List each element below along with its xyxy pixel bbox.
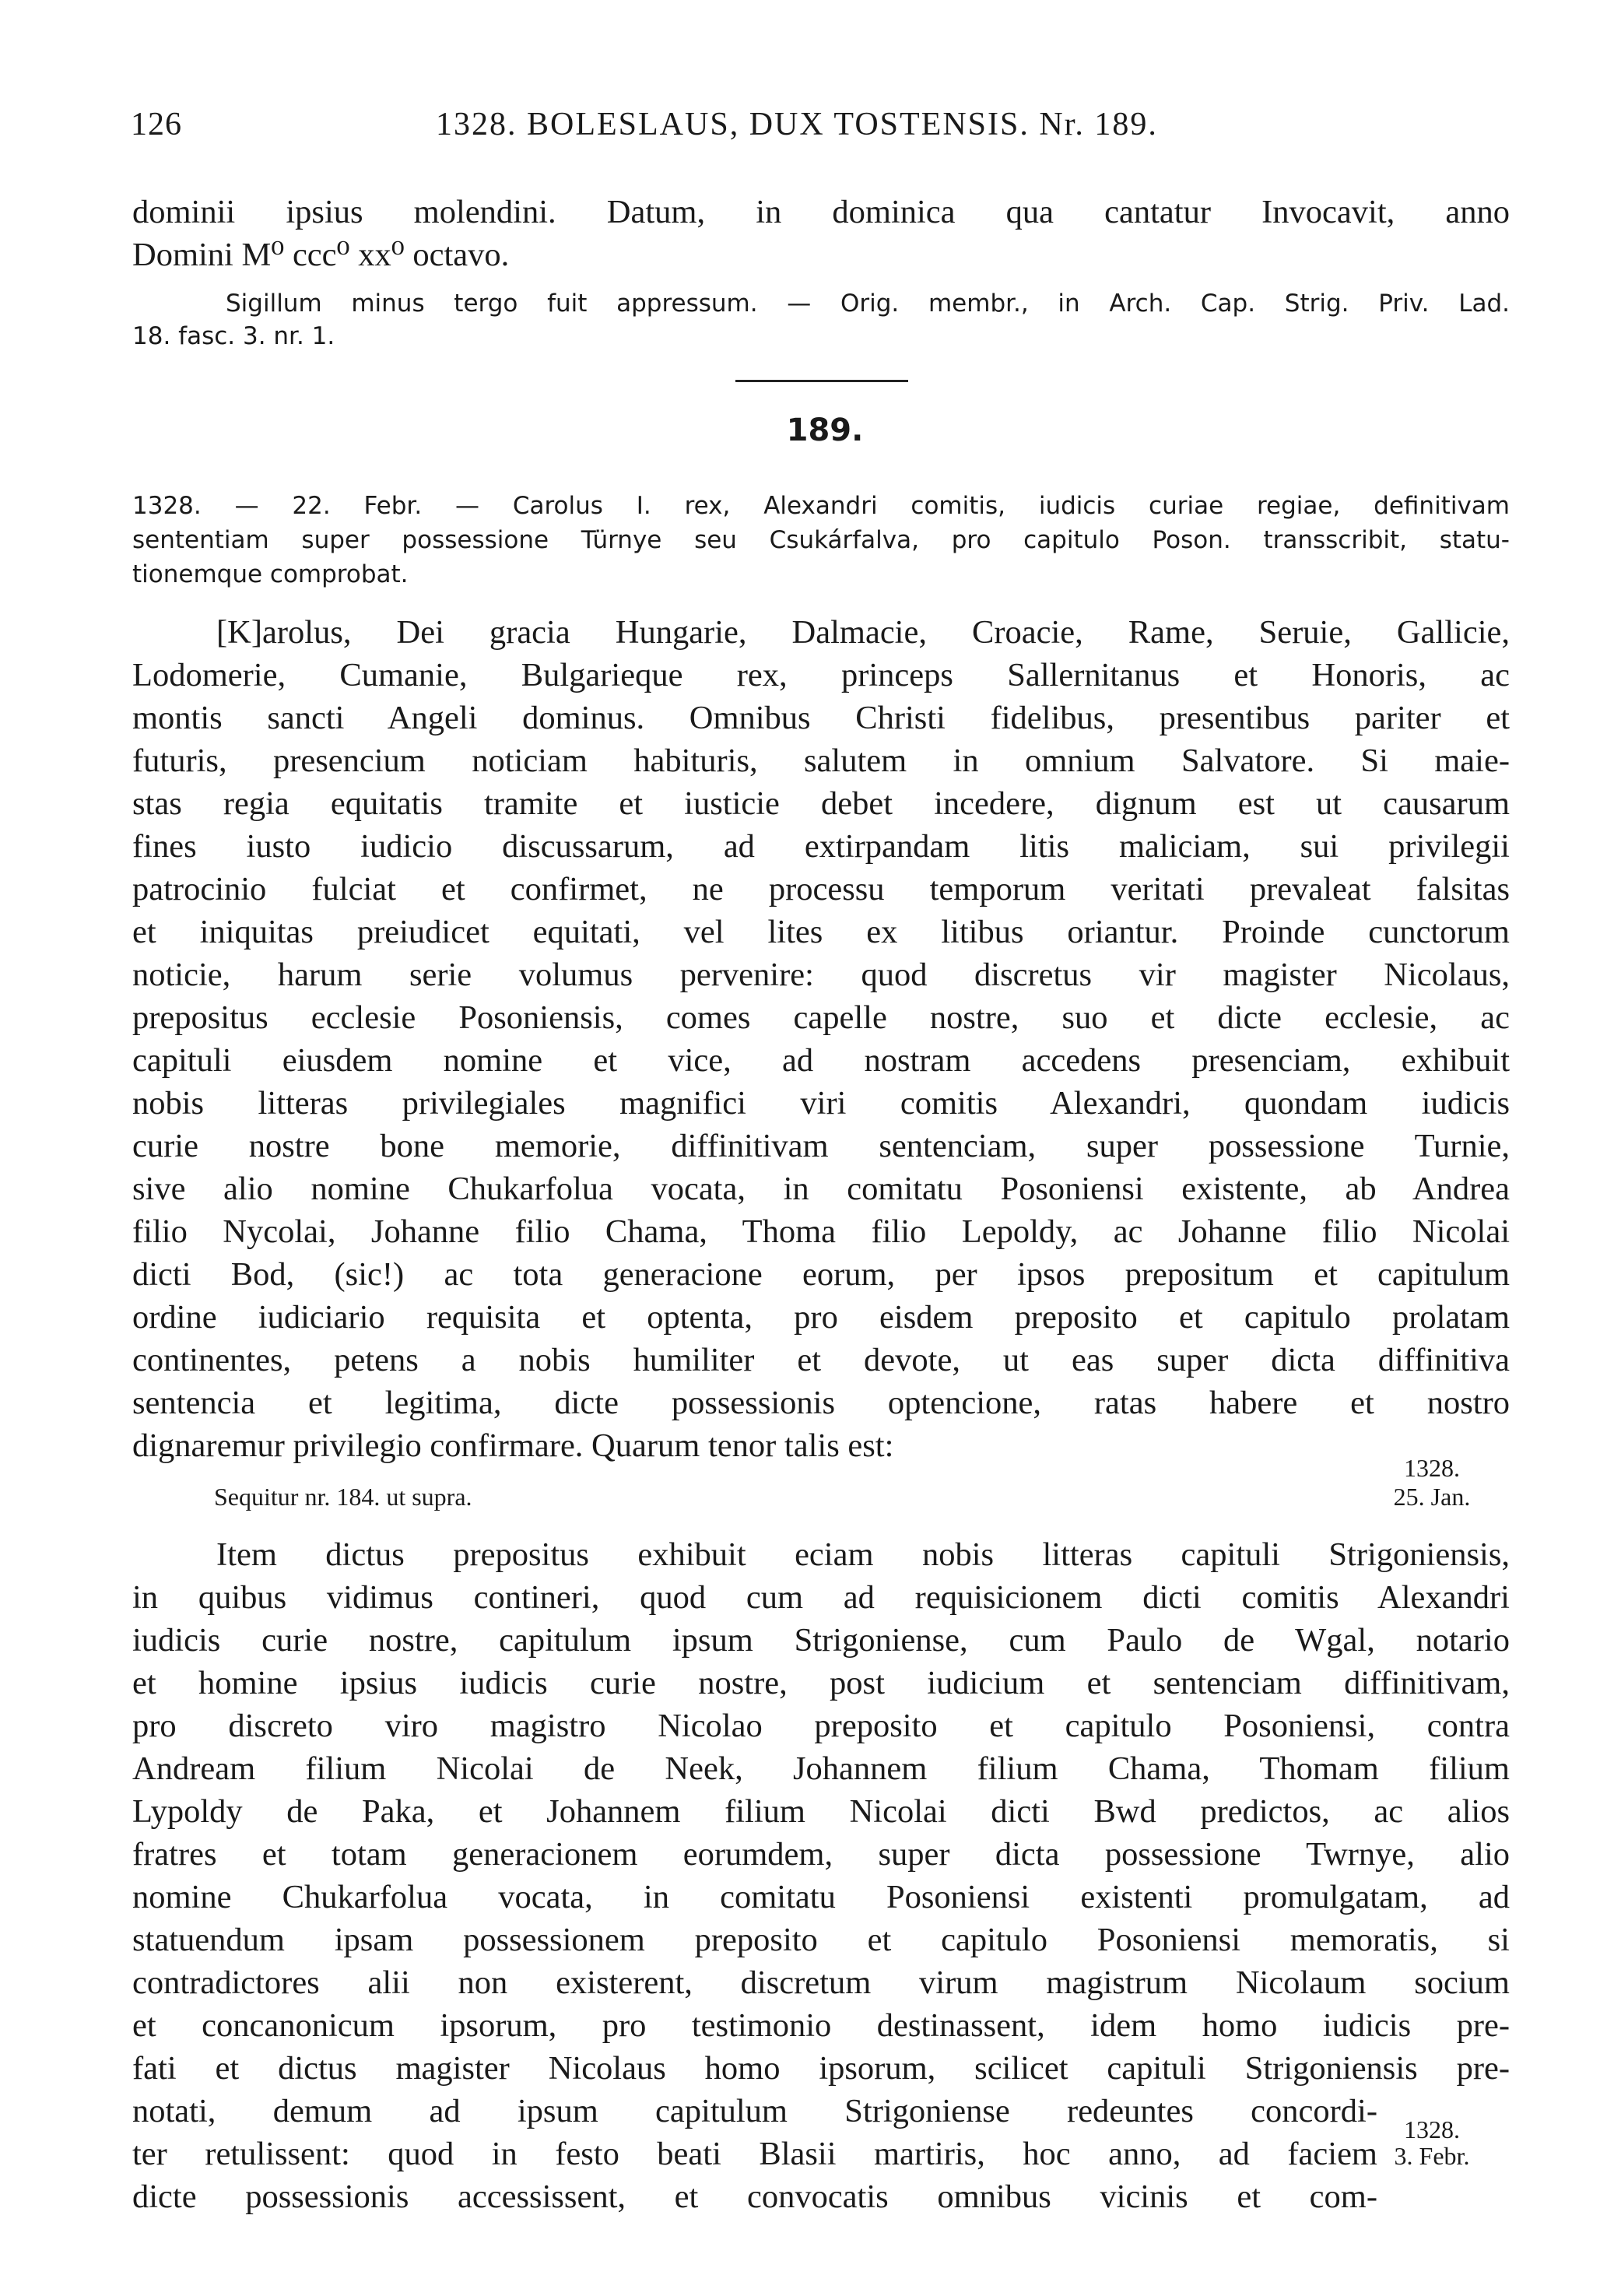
text-line: in quibus vidimus contineri, quod cum ad requisicionem dicti comitis Alexandri xyxy=(132,1579,1510,1616)
text-line: ter retulissent: quod in festo beati Blasii martiris, hoc anno, ad faciem xyxy=(132,2136,1377,2172)
document-number: 189. xyxy=(786,413,864,448)
regest-line: sententiam super possessione Türnye seu Csukárfalva, pro capitulo Poson. transscribit, statu- xyxy=(132,526,1510,554)
text-line: notati, demum ad ipsum capitulum Strigoniense redeuntes concordi- xyxy=(132,2093,1377,2129)
text-line: nobis litteras privilegiales magnifici viri comitis Alexandri, quondam iudicis xyxy=(132,1085,1510,1122)
text-line: Item dictus prepositus exhibuit eciam nobis litteras capituli Strigoniensis, xyxy=(216,1536,1510,1573)
text-line: capituli eiusdem nomine et vice, ad nostram accedens presenciam, exhibuit xyxy=(132,1042,1510,1079)
text-line: fati et dictus magister Nicolaus homo ipsorum, scilicet capituli Strigoniensis pre- xyxy=(132,2050,1510,2087)
text-line: Lypoldy de Paka, et Johannem filium Nicolai dicti Bwd predictos, ac alios xyxy=(132,1793,1510,1830)
text-line: curie nostre bone memorie, diffinitivam sentenciam, super possessione Turnie, xyxy=(132,1128,1510,1164)
regest-line: tionemque comprobat. xyxy=(132,560,409,588)
text-line: fines iusto iudicio discussarum, ad extirpandam litis maliciam, sui privilegii xyxy=(132,828,1510,865)
text-line: iudicis curie nostre, capitulum ipsum Strigoniense, cum Paulo de Wgal, notario xyxy=(132,1622,1510,1659)
text-line: dignaremur privilegio confirmare. Quarum tenor talis est: xyxy=(132,1427,894,1464)
text-line: montis sancti Angeli dominus. Omnibus Christi fidelibus, presentibus pariter et xyxy=(132,700,1510,736)
page-number: 126 xyxy=(131,107,182,142)
margin-date-year: 1328. xyxy=(1404,2115,1460,2143)
section-divider xyxy=(735,380,908,382)
text-line: [K]arolus, Dei gracia Hungarie, Dalmacie, Croacie, Rame, Seruie, Gallicie, xyxy=(216,614,1510,651)
text-line: et iniquitas preiudicet equitati, vel lites ex litibus oriantur. Proinde cunctorum xyxy=(132,914,1510,950)
text-line: continentes, petens a nobis humiliter et devote, ut eas super dicta diffinitiva xyxy=(132,1342,1510,1378)
text-line: patrocinio fulciat et confirmet, ne processu temporum veritati prevaleat falsitas xyxy=(132,871,1510,908)
text-line: Andream filium Nicolai de Neek, Johannem filium Chama, Thomam filium xyxy=(132,1750,1510,1787)
page-header xyxy=(125,100,1494,154)
source-note: 18. fasc. 3. nr. 1. xyxy=(132,322,335,350)
sequitur-note: Sequitur nr. 184. ut supra. xyxy=(214,1483,472,1511)
text-line: pro discreto viro magistro Nicolao preposito et capitulo Posoniensi, contra xyxy=(132,1708,1510,1744)
margin-date: 3. Febr. xyxy=(1394,2142,1470,2170)
text-line: ordine iudiciario requisita et optenta, pro eisdem preposito et capitulo prolatam xyxy=(132,1299,1510,1336)
text-line: fratres et totam generacionem eorumdem, super dicta possessione Twrnye, alio xyxy=(132,1836,1510,1873)
margin-date: 25. Jan. xyxy=(1393,1483,1471,1511)
text-line: sentencia et legitima, dicte possessionis optencione, ratas habere et nostro xyxy=(132,1385,1510,1421)
text-line: stas regia equitatis tramite et iusticie debet incedere, dignum est ut causarum xyxy=(132,785,1510,822)
source-note: Sigillum minus tergo fuit appressum. — Orig. membr., in Arch. Cap. Strig. Priv. Lad. xyxy=(226,290,1510,318)
text-line: Lodomerie, Cumanie, Bulgarieque rex, princeps Sallernitanus et Honoris, ac xyxy=(132,657,1510,693)
text-line: et homine ipsius iudicis curie nostre, post iudicium et sentenciam diffinitivam, xyxy=(132,1665,1510,1701)
text-line: futuris, presencium noticiam habituris, salutem in omnium Salvatore. Si maie- xyxy=(132,743,1510,779)
text-line: prepositus ecclesie Posoniensis, comes capelle nostre, suo et dicte ecclesie, ac xyxy=(132,999,1510,1036)
text-line: dominii ipsius molendini. Datum, in dominica qua cantatur Invocavit, anno xyxy=(132,194,1510,230)
running-title: 1328. BOLESLAUS, DUX TOSTENSIS. Nr. 189. xyxy=(436,107,1158,142)
regest-line: 1328. — 22. Febr. — Carolus I. rex, Alexandri comitis, iudicis curiae regiae, definitivam xyxy=(132,492,1510,520)
text-line: filio Nycolai, Johanne filio Chama, Thoma filio Lepoldy, ac Johanne filio Nicolai xyxy=(132,1213,1510,1250)
text-line: dicte possessionis accessissent, et convocatis omnibus vicinis et com- xyxy=(132,2178,1377,2215)
text-line: dicti Bod, (sic!) ac tota generacione eorum, per ipsos prepositum et capitulum xyxy=(132,1256,1510,1293)
text-line: contradictores alii non existerent, discretum virum magistrum Nicolaum socium xyxy=(132,1964,1510,2001)
text-line: Domini M⁰ ccc⁰ xx⁰ octavo. xyxy=(132,237,510,273)
text-line: statuendum ipsam possessionem preposito et capitulo Posoniensi memoratis, si xyxy=(132,1922,1510,1958)
text-line: noticie, harum serie volumus pervenire: quod discretus vir magister Nicolaus, xyxy=(132,957,1510,993)
text-line: et concanonicum ipsorum, pro testimonio destinassent, idem homo iudicis pre- xyxy=(132,2007,1510,2044)
text-line: nomine Chukarfolua vocata, in comitatu Posoniensi existenti promulgatam, ad xyxy=(132,1879,1510,1915)
text-line: sive alio nomine Chukarfolua vocata, in comitatu Posoniensi existente, ab Andrea xyxy=(132,1171,1510,1207)
margin-date-year: 1328. xyxy=(1404,1454,1460,1482)
